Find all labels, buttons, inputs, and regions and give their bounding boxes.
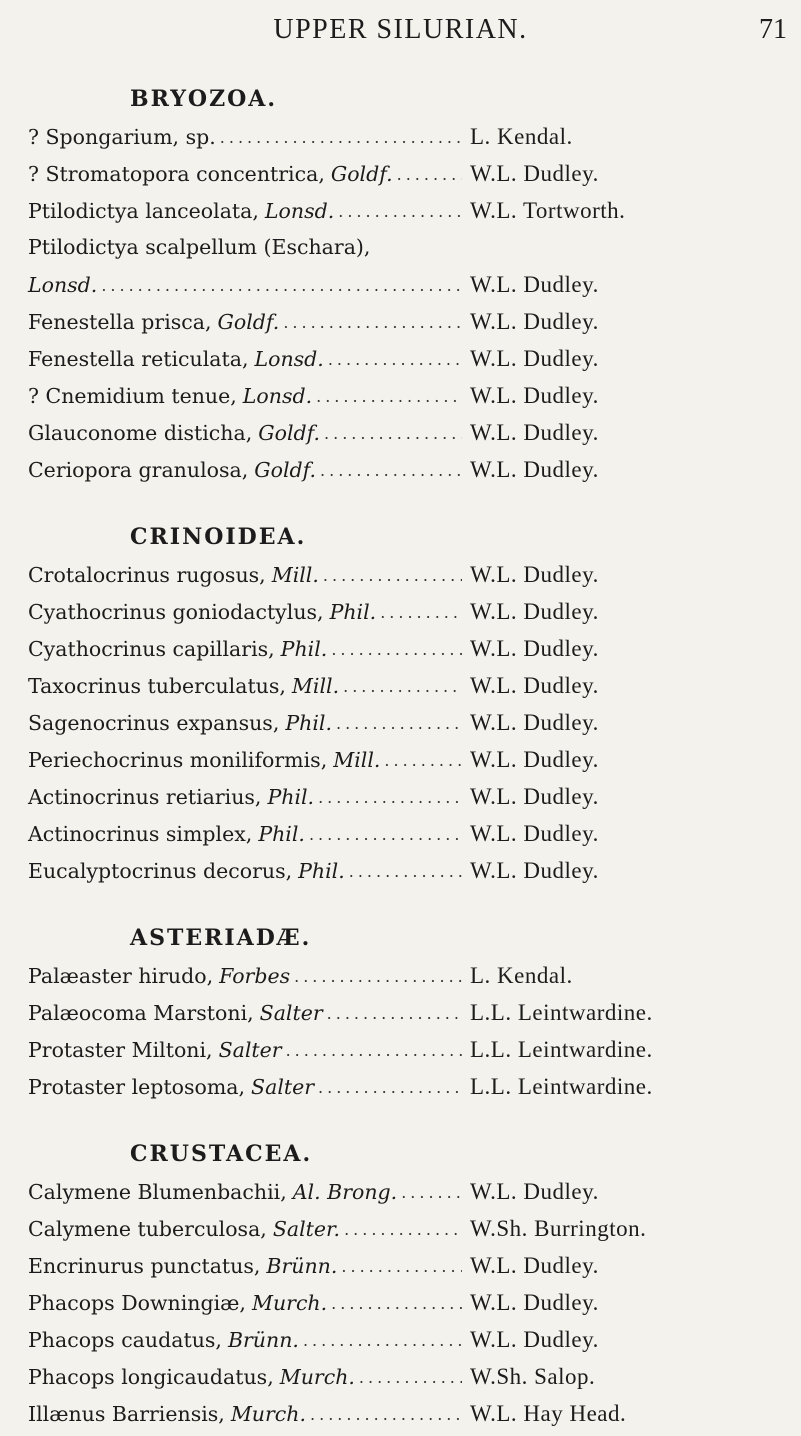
species-name: Fenestella reticulata, [28, 347, 249, 371]
species-entry [0, 1284, 801, 1321]
species-name-cell [0, 779, 470, 816]
species-location: W.L. Dudley. [470, 599, 599, 624]
species-entry [0, 957, 801, 994]
species-name-cell [0, 1322, 470, 1359]
species-name-cell [0, 1396, 470, 1433]
species-name-cell [0, 304, 470, 341]
species-location: W.L. Dudley. [470, 821, 599, 846]
species-name: ? Cnemidium tenue, [28, 384, 237, 408]
leader-dots [341, 1248, 462, 1285]
species-name-cell [0, 341, 470, 378]
species-name-cell [0, 229, 470, 266]
species-location: W.L. Dudley. [470, 1327, 599, 1352]
species-location: W.L. Hay Head. [470, 1401, 627, 1426]
species-location: W.L. Dudley. [470, 420, 599, 445]
species-authority: Salter. [272, 1217, 341, 1241]
species-authority: Brünn. [227, 1328, 299, 1352]
page-header [0, 0, 801, 62]
running-head: UPPER SILURIAN. [273, 14, 528, 45]
species-entry [0, 340, 801, 377]
species-list [0, 80, 801, 1432]
species-authority: Phil. [298, 859, 345, 883]
section-gap [0, 1105, 801, 1135]
section-title: ASTERIADÆ. [130, 925, 312, 951]
species-location: W.L. Dudley. [470, 457, 599, 482]
species-entry [0, 1358, 801, 1395]
species-entry [0, 852, 801, 889]
species-name: ? Spongarium, sp. [28, 125, 216, 149]
species-entry [0, 1321, 801, 1358]
species-name-cell [0, 668, 470, 705]
section-title: CRUSTACEA. [130, 1141, 313, 1167]
leader-dots [316, 378, 462, 415]
species-entry [0, 1068, 801, 1105]
species-location: W.L. Dudley. [470, 272, 599, 297]
species-name-cell [0, 1359, 470, 1396]
leader-dots [294, 958, 462, 995]
species-authority: Murch. [230, 1402, 307, 1426]
species-name: Cyathocrinus goniodactylus, [28, 600, 324, 624]
species-name-cell [0, 1211, 470, 1248]
leader-dots [328, 341, 462, 378]
species-name-cell [0, 742, 470, 779]
species-entry [0, 377, 801, 414]
species-name: Phacops Downingiæ, [28, 1291, 246, 1315]
leader-dots [384, 742, 462, 779]
species-entry [0, 593, 801, 630]
species-authority: Goldf. [330, 162, 393, 186]
species-location: L.L. Leintwardine. [470, 1074, 653, 1099]
leader-dots [310, 1396, 462, 1433]
species-name: Phacops longicaudatus, [28, 1365, 274, 1389]
leader-dots [397, 156, 462, 193]
species-name: Sagenocrinus expansus, [28, 711, 280, 735]
species-location: W.L. Dudley. [470, 784, 599, 809]
species-name: Ceriopora granulosa, [28, 458, 249, 482]
species-name: Palæaster hirudo, [28, 964, 214, 988]
leader-dots [318, 779, 462, 816]
species-authority: Lonsd. [28, 273, 98, 297]
species-entry [0, 815, 801, 852]
leader-dots [220, 119, 462, 156]
species-authority: Goldf. [254, 458, 317, 482]
leader-dots [323, 557, 462, 594]
species-entry [0, 1247, 801, 1284]
species-name-cell [0, 156, 470, 193]
species-location: W.L. Dudley. [470, 346, 599, 371]
species-authority: Lonsd. [264, 199, 335, 223]
species-authority: Al. Brong. [292, 1180, 398, 1204]
species-location: W.L. Dudley. [470, 858, 599, 883]
species-location: W.L. Dudley. [470, 383, 599, 408]
leader-dots [331, 631, 462, 668]
species-authority: Mill. [271, 563, 319, 587]
species-name: Actinocrinus simplex, [28, 822, 253, 846]
species-authority: Goldf. [258, 421, 321, 445]
leader-dots [380, 594, 462, 631]
species-name: Illænus Barriensis, [28, 1402, 225, 1426]
species-location: W.L. Dudley. [470, 710, 599, 735]
species-location: W.L. Dudley. [470, 309, 599, 334]
species-name: Fenestella prisca, [28, 310, 212, 334]
species-name-cell [0, 1032, 470, 1069]
species-entry [0, 303, 801, 340]
leader-dots [309, 816, 462, 853]
species-entry [0, 1395, 801, 1432]
species-name: ? Stromatopora concentrica, [28, 162, 325, 186]
leader-dots [338, 193, 462, 230]
species-name-cell [0, 1069, 470, 1106]
leader-dots [401, 1174, 462, 1211]
leader-dots [359, 1359, 462, 1396]
species-location: L. Kendal. [470, 963, 573, 988]
species-authority: Mill. [333, 748, 381, 772]
species-authority: Murch. [279, 1365, 355, 1389]
species-name: Eucalyptocrinus decorus, [28, 859, 293, 883]
species-location: W.L. Dudley. [470, 1253, 599, 1278]
species-location: W.L. Dudley. [470, 161, 599, 186]
section-gap [0, 889, 801, 919]
species-location: W.L. Dudley. [470, 1290, 599, 1315]
species-authority: Salter [251, 1075, 315, 1099]
species-name-cell [0, 1285, 470, 1322]
species-location: W.L. Dudley. [470, 636, 599, 661]
species-name-cell [0, 995, 470, 1032]
leader-dots [101, 267, 462, 304]
species-location: W.Sh. Burrington. [470, 1216, 647, 1241]
leader-dots [283, 304, 462, 341]
species-authority: Salter [259, 1001, 323, 1025]
species-authority: Phil. [280, 637, 328, 661]
species-authority: Phil. [285, 711, 332, 735]
species-entry [0, 667, 801, 704]
species-location: W.Sh. Salop. [470, 1364, 596, 1389]
species-name-cell [0, 557, 470, 594]
species-entry [0, 451, 801, 488]
leader-dots [349, 853, 462, 890]
leader-dots [318, 1069, 462, 1106]
leader-dots [303, 1322, 462, 1359]
species-authority: Goldf. [217, 310, 280, 334]
leader-dots [336, 705, 462, 742]
species-authority: Brünn. [266, 1254, 338, 1278]
species-authority: Lonsd. [254, 347, 324, 371]
species-authority: Phil. [258, 822, 305, 846]
species-entry [0, 118, 801, 155]
section-title: CRINOIDEA. [130, 524, 307, 550]
species-name-cell [0, 119, 470, 156]
species-entry [0, 741, 801, 778]
section-gap [0, 488, 801, 518]
species-entry [0, 229, 801, 266]
species-authority: Mill. [291, 674, 340, 698]
species-name: Taxocrinus tuberculatus, [28, 674, 286, 698]
species-name: Actinocrinus retiarius, [28, 785, 262, 809]
leader-dots [331, 1285, 462, 1322]
section-title: BRYOZOA. [130, 86, 278, 112]
species-name: Periechocrinus moniliformis, [28, 748, 328, 772]
species-name-cell [0, 958, 470, 995]
species-entry [0, 192, 801, 229]
species-authority: Forbes [219, 964, 291, 988]
species-authority: Murch. [251, 1291, 328, 1315]
species-name: Crotalocrinus rugosus, [28, 563, 266, 587]
species-location: L.L. Leintwardine. [470, 1037, 653, 1062]
species-entry [0, 994, 801, 1031]
species-name: Ptilodictya lanceolata, [28, 199, 259, 223]
species-authority: Phil. [267, 785, 315, 809]
species-location: W.L. Dudley. [470, 562, 599, 587]
species-entry [0, 414, 801, 451]
species-name: Calymene Blumenbachii, [28, 1180, 287, 1204]
species-authority: Lonsd. [242, 384, 313, 408]
species-authority: Phil. [329, 600, 377, 624]
leader-dots [327, 995, 462, 1032]
species-entry [0, 630, 801, 667]
species-entry [0, 556, 801, 593]
species-name: Protaster Miltoni, [28, 1038, 213, 1062]
species-location: W.L. Dudley. [470, 747, 599, 772]
species-entry [0, 778, 801, 815]
species-entry [0, 1210, 801, 1247]
leader-dots [286, 1032, 462, 1069]
leader-dots [343, 668, 462, 705]
species-entry [0, 704, 801, 741]
species-name-cell [0, 631, 470, 668]
species-location: L. Kendal. [470, 124, 573, 149]
species-location: W.L. Dudley. [470, 1179, 599, 1204]
leader-dots [324, 415, 462, 452]
species-name: Phacops caudatus, [28, 1328, 222, 1352]
species-name-cell [0, 378, 470, 415]
species-name-cell [0, 705, 470, 742]
species-name-cell [0, 1248, 470, 1285]
species-authority: Salter [218, 1038, 282, 1062]
species-name: Cyathocrinus capillaris, [28, 637, 275, 661]
species-location: W.L. Dudley. [470, 673, 599, 698]
species-name: Ptilodictya scalpellum (Eschara), [28, 235, 371, 259]
leader-dots [344, 1211, 462, 1248]
page-number: 71 [759, 14, 787, 45]
species-name: Palæocoma Marstoni, [28, 1001, 254, 1025]
species-entry [0, 266, 801, 303]
species-name-cell [0, 816, 470, 853]
species-entry [0, 1173, 801, 1210]
species-location: L.L. Leintwardine. [470, 1000, 653, 1025]
leader-dots [320, 452, 462, 489]
species-name-cell [0, 452, 470, 489]
species-name-cell [0, 594, 470, 631]
species-location: W.L. Tortworth. [470, 198, 626, 223]
species-name-cell [0, 853, 470, 890]
species-name: Protaster leptosoma, [28, 1075, 246, 1099]
species-name: Calymene tuberculosa, [28, 1217, 267, 1241]
species-entry [0, 1031, 801, 1068]
species-entry [0, 155, 801, 192]
species-name-cell [0, 267, 470, 304]
species-name: Encrinurus punctatus, [28, 1254, 261, 1278]
species-name-cell [0, 193, 470, 230]
species-name: Glauconome disticha, [28, 421, 253, 445]
species-name-cell [0, 415, 470, 452]
species-name-cell [0, 1174, 470, 1211]
